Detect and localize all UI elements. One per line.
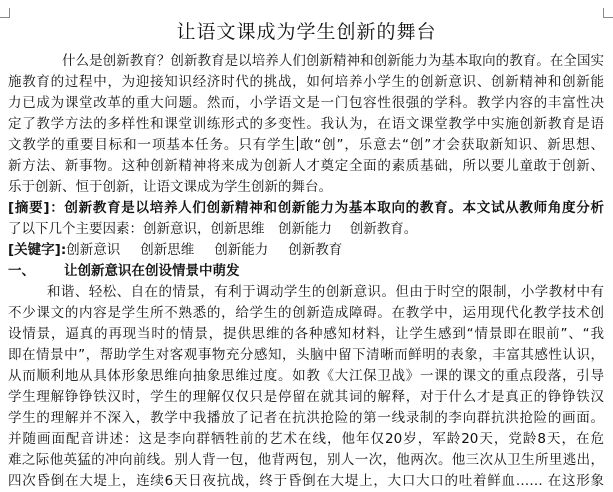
margin-corner-mark-left bbox=[0, 8, 10, 18]
paragraph-line: 新方法、新事物。这种创新精神将来成为创新人才奠定全面的素质基础，所以要儿童敢于创新、 bbox=[8, 158, 604, 174]
paragraph-line: 学生的理解并不深入，教学中我播放了记者在抗洪抢险的第一线录制的李向群抗洪抢险的画面。 bbox=[8, 410, 604, 426]
keyword: 创新能力 bbox=[214, 242, 269, 258]
keywords-line bbox=[8, 240, 604, 261]
section-heading bbox=[8, 261, 604, 282]
document-body bbox=[8, 51, 604, 492]
paragraph-line: 从而顺利地从具体形象思维向抽象思维过度。如教《大江保卫战》一课的课文的重点段落，引导 bbox=[8, 368, 604, 384]
intro-paragraph bbox=[8, 51, 604, 198]
margin-corner-mark-right bbox=[603, 8, 613, 18]
keyword: 创新教育 bbox=[288, 242, 343, 258]
paragraph-line: 和谐、轻松、自在的情景，有利于调动学生的创新意识。但由于时空的限制，小学教材中有 bbox=[47, 284, 604, 300]
section-paragraph bbox=[8, 282, 604, 492]
abstract-line: 了以下几个主要因素：创新意识，创新思维 创新能力 创新教育。 bbox=[8, 221, 418, 237]
text-cursor bbox=[297, 136, 298, 151]
paragraph-line: 四次昏倒在大堤上，连续6天日夜抗战，终于昏倒在大堤上，大口大口的吐着鲜血…… 在这形象 bbox=[8, 473, 604, 489]
paragraph-line: 乐于创新、恒于创新，让语文课成为学生创新的舞台。 bbox=[8, 179, 332, 195]
abstract-paragraph bbox=[8, 198, 604, 240]
text-after-cursor: 敢“创”，乐意去“创”才会获取新知识、新思想、 bbox=[298, 137, 604, 153]
keywords-label: [关键字]: bbox=[8, 242, 67, 258]
paragraph-line: 设情景，逼真的再现当时的情景，提供思维的各种感知材料，让学生感到“情景即在眼前”、“我 bbox=[8, 326, 604, 342]
paragraph-line: 难之际他英猛的冲向前线。别人背一包，他背两包，别人一次，他两次。他三次从卫生所里逃出， bbox=[8, 452, 604, 468]
paragraph-line: 不少课文的内容是学生所不熟悉的，给学生的创新造成障碍。在教学中，运用现代化教学技术创 bbox=[8, 305, 604, 321]
text-before-cursor: 文教学的重要目标和一项基本任务。只有学生 bbox=[8, 137, 296, 153]
section-number: 一、 bbox=[8, 263, 35, 279]
paragraph-line: 力已成为课堂改革的重大问题。然而，小学语文是一门包容性很强的学科。教学内容的丰富性决 bbox=[8, 95, 604, 111]
document-title: 让语文课成为学生创新的舞台 bbox=[176, 21, 437, 43]
paragraph-line bbox=[8, 135, 604, 156]
keyword: 创新思维 bbox=[140, 242, 195, 258]
paragraph-line: 定了教学方法的多样性和课堂训练形式的多变性。我认为，在语文课堂教学中实施创新教育是语 bbox=[8, 116, 604, 132]
keyword: 创新意识 bbox=[66, 242, 121, 258]
paragraph-line: 什么是创新教育？创新教育是以培养人们创新精神和创新能力为基本取向的教育。在全国实 bbox=[62, 53, 604, 69]
paragraph-line: 施教育的过程中，为迎接知识经济时代的挑战，如何培养小学生的创新意识、创新精神和创新能 bbox=[8, 74, 604, 90]
paragraph-line: 并随画面配音讲述：这是李向群牺牲前的艺术在线，他年仅20岁，军龄20天，党龄8天，在危 bbox=[8, 431, 604, 447]
paragraph-line: 学生理解铮铮铁汉时，学生的理解仅仅只是停留在就其词的解释，对于什么才是真正的铮铮铁汉 bbox=[8, 389, 604, 405]
section-title: 让创新意识在创设情景中萌发 bbox=[64, 263, 240, 279]
abstract-line: [摘要]：创新教育是以培养人们创新精神和创新能力为基本取向的教育。本文试从教师角度分析 bbox=[8, 200, 604, 216]
paragraph-line: 即在情景中”，帮助学生对客观事物充分感知，头脑中留下清晰而鲜明的表象，丰富其感性认识， bbox=[8, 347, 604, 363]
